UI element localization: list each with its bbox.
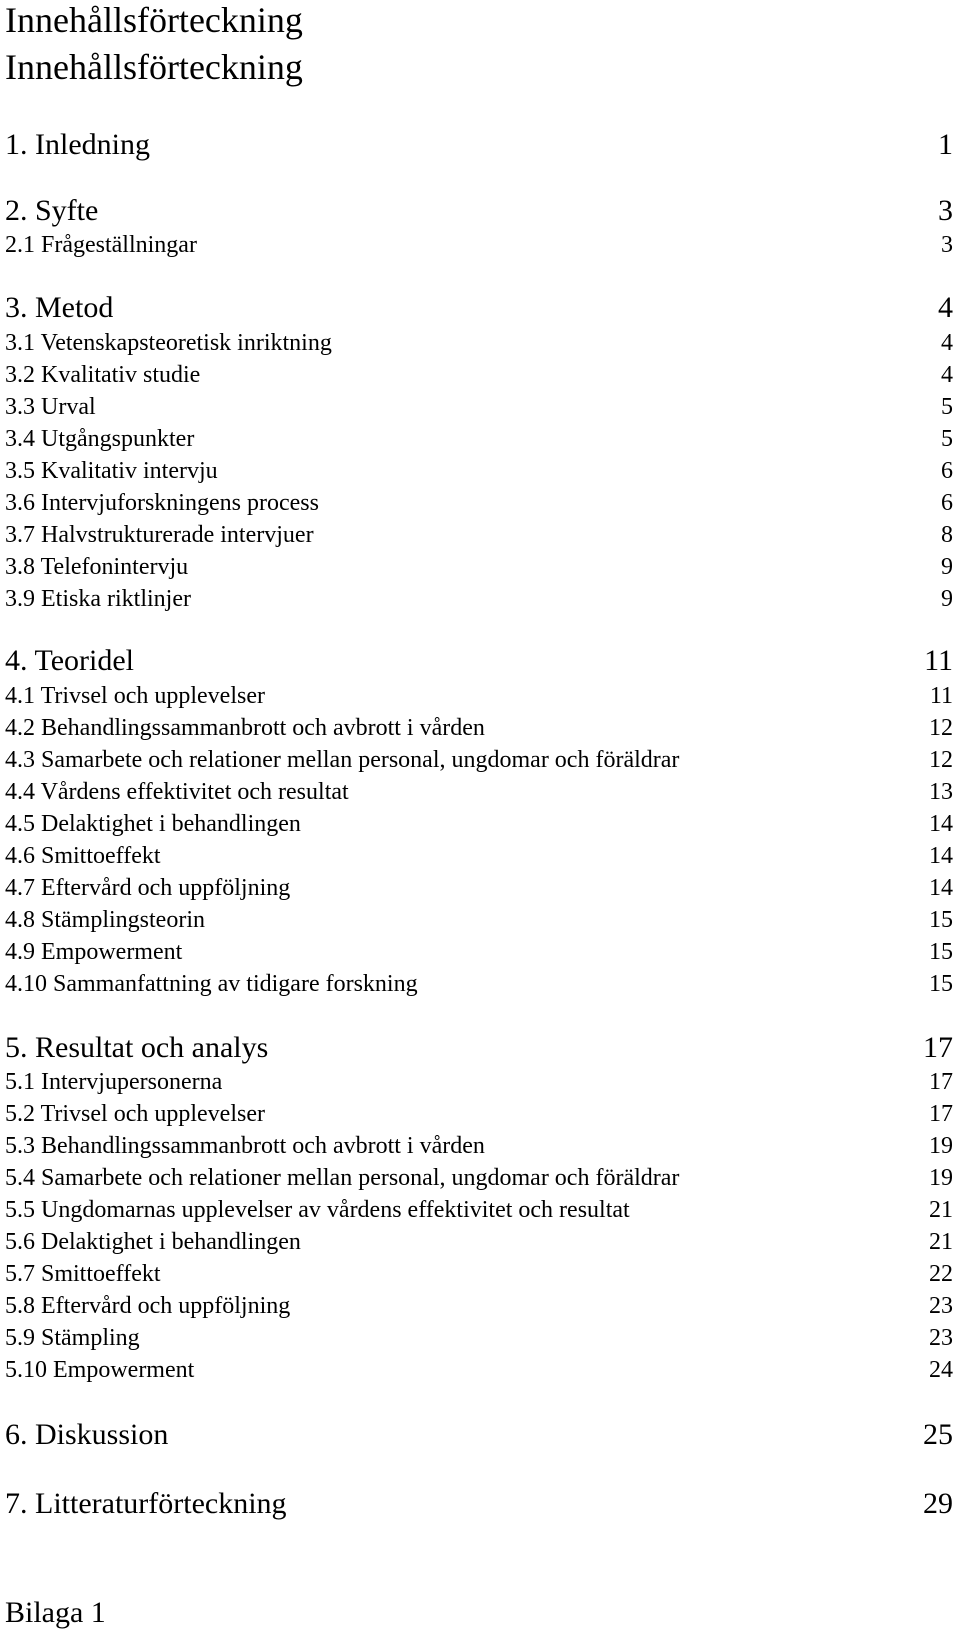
toc-entry-label: 5.1 Intervjupersonerna [5, 1069, 223, 1095]
toc-entry [5, 842, 953, 870]
toc-entry-label: 5.2 Trivsel och upplevelser [5, 1101, 265, 1127]
toc-entry-label: 3.5 Kvalitativ intervju [5, 458, 218, 484]
toc-entry-label: 5.3 Behandlingssammanbrott och avbrott i vården [5, 1133, 485, 1159]
toc-entry [5, 1324, 953, 1352]
toc-entry [5, 231, 953, 259]
toc-entry-label: 6. Diskussion [5, 1418, 169, 1451]
toc-entry-page: 4 [941, 362, 953, 388]
toc-entry-label: 3.9 Etiska riktlinjer [5, 586, 191, 612]
toc-entry [5, 714, 953, 742]
toc-entry-label: 5. Resultat och analys [5, 1031, 269, 1064]
toc-entry [5, 1292, 953, 1320]
toc-entry-page: 17 [923, 1031, 953, 1064]
toc-entry-page: 14 [929, 875, 953, 901]
toc-entry-label: 3.7 Halvstrukturerade intervjuer [5, 522, 314, 548]
toc-entry-label: 4.10 Sammanfattning av tidigare forskning [5, 971, 418, 997]
toc-entry-label: 4.2 Behandlingssammanbrott och avbrott i vården [5, 715, 485, 741]
toc-entry-label: 4.6 Smittoeffekt [5, 843, 161, 869]
toc-entry-label: 3.2 Kvalitativ studie [5, 362, 201, 388]
toc-entry [5, 1164, 953, 1192]
toc-entry-label: 5.6 Delaktighet i behandlingen [5, 1229, 301, 1255]
toc-entry [5, 521, 953, 549]
toc-entry [5, 1260, 953, 1288]
toc-entry-page: 21 [929, 1229, 953, 1255]
toc-entry-label: 7. Litteraturförteckning [5, 1487, 287, 1520]
toc-entry-page: 21 [929, 1197, 953, 1223]
toc-entry [5, 393, 953, 421]
toc-entry-page: 23 [929, 1293, 953, 1319]
toc-entry [5, 1356, 953, 1384]
toc-entry-page: 11 [924, 644, 953, 677]
toc-entry-page: 1 [938, 128, 953, 161]
toc-entry [5, 1031, 953, 1065]
toc-entry [5, 128, 953, 162]
toc-entry-page: 3 [941, 232, 953, 258]
toc-entry [5, 291, 953, 325]
toc-entry [5, 1196, 953, 1224]
toc-entry [5, 1228, 953, 1256]
toc-entry-label: 4.3 Samarbete och relationer mellan personal, ungdomar och föräldrar [5, 747, 680, 773]
toc-entry-page: 29 [923, 1487, 953, 1520]
toc-entry [5, 553, 953, 581]
toc-entry-page: 14 [929, 843, 953, 869]
toc-entry-page: 24 [929, 1357, 953, 1383]
toc-entry-label: 5.10 Empowerment [5, 1357, 195, 1383]
toc-entry [5, 874, 953, 902]
toc-entry-label: 5.7 Smittoeffekt [5, 1261, 161, 1287]
toc-entry-page: 23 [929, 1325, 953, 1351]
toc-entry [5, 778, 953, 806]
toc-entry-label: 4.4 Vårdens effektivitet och resultat [5, 779, 349, 805]
toc-entry [5, 810, 953, 838]
toc-entry [5, 1132, 953, 1160]
toc-entry-page: 6 [941, 458, 953, 484]
toc-entry-label: 4.8 Stämplingsteorin [5, 907, 205, 933]
toc-entry-label: 4.1 Trivsel och upplevelser [5, 683, 265, 709]
toc-entry [5, 644, 953, 678]
toc-entry-page: 15 [929, 971, 953, 997]
toc-entry [5, 1418, 953, 1452]
toc-entry-label: 5.4 Samarbete och relationer mellan personal, ungdomar och föräldrar [5, 1165, 680, 1191]
toc-entry-label: 3.3 Urval [5, 394, 96, 420]
toc-entry-label: 4.7 Eftervård och uppföljning [5, 875, 291, 901]
toc-entry-page: 12 [929, 747, 953, 773]
toc-entry [5, 1068, 953, 1096]
toc-entry-page: 17 [929, 1069, 953, 1095]
toc-entry [5, 970, 953, 998]
toc-entry-page: 6 [941, 490, 953, 516]
toc-title: Innehållsförteckning [5, 47, 303, 87]
toc-entry-label: 3.8 Telefonintervju [5, 554, 189, 580]
appendix-label: Bilaga 1 [5, 1596, 106, 1629]
toc-entry-page: 4 [941, 330, 953, 356]
toc-entry-label: 4.9 Empowerment [5, 939, 183, 965]
toc-entry-label: 3. Metod [5, 291, 114, 324]
toc-title: Innehållsförteckning [5, 0, 303, 40]
toc-entry [5, 425, 953, 453]
toc-entry [5, 682, 953, 710]
toc-entry-page: 9 [941, 586, 953, 612]
toc-entry [5, 938, 953, 966]
toc-entry-label: 2. Syfte [5, 194, 99, 227]
toc-entry-page: 15 [929, 939, 953, 965]
toc-entry-page: 19 [929, 1165, 953, 1191]
toc-entry-page: 8 [941, 522, 953, 548]
toc-entry-page: 22 [929, 1261, 953, 1287]
toc-entry [5, 1100, 953, 1128]
toc-entry [5, 194, 953, 228]
toc-entry [5, 585, 953, 613]
toc-entry [5, 746, 953, 774]
toc-entry-page: 5 [941, 394, 953, 420]
toc-entry-page: 5 [941, 426, 953, 452]
toc-entry-page: 14 [929, 811, 953, 837]
toc-entry-page: 17 [929, 1101, 953, 1127]
toc-entry-label: 5.9 Stämpling [5, 1325, 140, 1351]
toc-entry [5, 1487, 953, 1521]
toc-entry [5, 457, 953, 485]
toc-entry-page: 12 [929, 715, 953, 741]
toc-entry [5, 906, 953, 934]
toc-entry-label: 5.8 Eftervård och uppföljning [5, 1293, 291, 1319]
toc-entry-page: 11 [929, 683, 953, 709]
toc-entry-page: 3 [938, 194, 953, 227]
toc-entry-label: 5.5 Ungdomarnas upplevelser av vårdens effektivitet och resultat [5, 1197, 630, 1223]
toc-entry-label: 3.6 Intervjuforskningens process [5, 490, 319, 516]
toc-entry-label: 3.4 Utgångspunkter [5, 426, 195, 452]
toc-entry-page: 13 [929, 779, 953, 805]
toc-entry [5, 361, 953, 389]
toc-entry-label: 4.5 Delaktighet i behandlingen [5, 811, 301, 837]
toc-entry-label: 1. Inledning [5, 128, 150, 161]
toc-entry-label: 2.1 Frågeställningar [5, 232, 197, 258]
toc-entry-page: 15 [929, 907, 953, 933]
toc-entry-page: 9 [941, 554, 953, 580]
toc-entry-label: 4. Teoridel [5, 644, 134, 677]
toc-entry-page: 4 [938, 291, 953, 324]
toc-entry-page: 19 [929, 1133, 953, 1159]
toc-entry [5, 489, 953, 517]
toc-entry-label: 3.1 Vetenskapsteoretisk inriktning [5, 330, 332, 356]
toc-entry-page: 25 [923, 1418, 953, 1451]
toc-entry [5, 329, 953, 357]
